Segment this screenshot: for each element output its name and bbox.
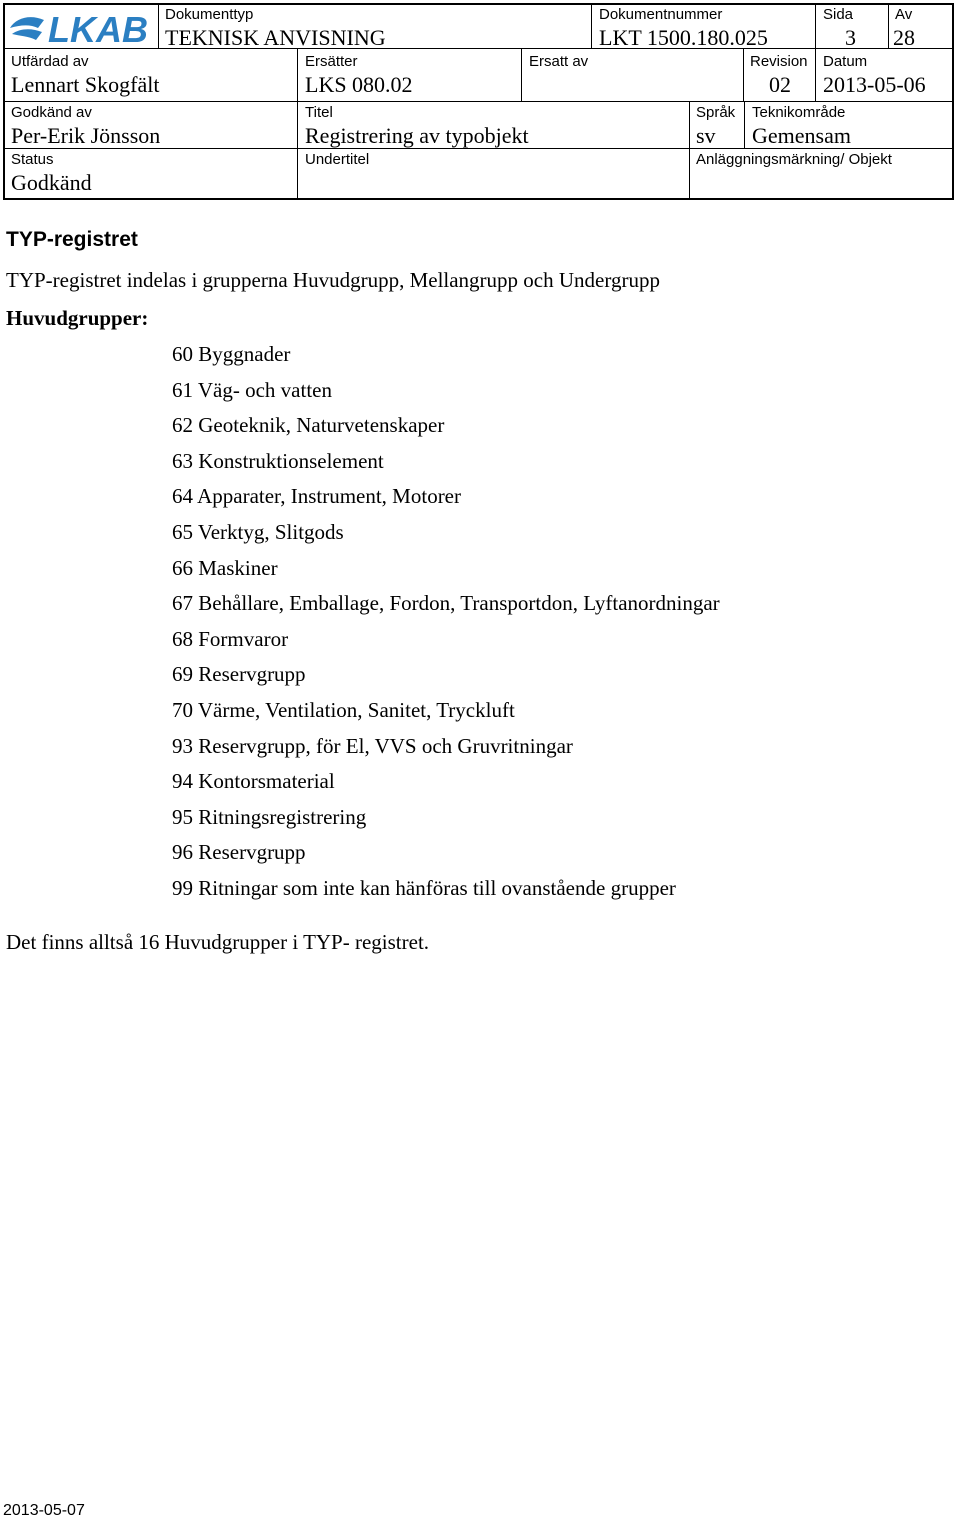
group-list xyxy=(172,342,720,912)
list-item: 70 Värme, Ventilation, Sanitet, Tryckluft xyxy=(172,697,515,722)
header-divider xyxy=(689,101,690,200)
revision-value: 02 xyxy=(769,72,791,97)
header-divider xyxy=(743,48,744,101)
sprak-value: sv xyxy=(696,123,716,148)
list-item: 95 Ritningsregistrering xyxy=(172,804,367,829)
header-divider xyxy=(3,48,954,49)
ersatter-value: LKS 080.02 xyxy=(305,72,413,97)
utfardad-av-value: Lennart Skogfält xyxy=(11,72,160,97)
list-item: 93 Reservgrupp, för El, VVS och Gruvritningar xyxy=(172,733,573,758)
ersatter-label: Ersätter xyxy=(305,53,358,70)
godkand-av-label: Godkänd av xyxy=(11,104,92,121)
list-item: 62 Geoteknik, Naturvetenskaper xyxy=(172,413,445,438)
titel-value: Registrering av typobjekt xyxy=(305,123,529,148)
list-item: 63 Konstruktionselement xyxy=(172,448,384,473)
dokumentnummer-value: LKT 1500.180.025 xyxy=(599,25,768,50)
datum-value: 2013-05-06 xyxy=(823,72,926,97)
header-divider xyxy=(158,3,159,49)
list-item: 60 Byggnader xyxy=(172,342,291,366)
list-item: 65 Verktyg, Slitgods xyxy=(172,519,344,544)
list-item: 61 Väg- och vatten xyxy=(172,377,332,402)
list-item: 67 Behållare, Emballage, Fordon, Transportdon, Lyftanordningar xyxy=(172,591,720,616)
dokumentnummer-label: Dokumentnummer xyxy=(599,6,723,23)
list-item: 94 Kontorsmaterial xyxy=(172,769,335,794)
list-item: 99 Ritningar som inte kan hänföras till ovanstående grupper xyxy=(172,875,676,900)
av-value: 28 xyxy=(893,25,915,50)
status-label: Status xyxy=(11,151,54,168)
header-divider xyxy=(3,101,954,102)
anlaggningsmarkning-label: Anläggningsmärkning/ Objekt xyxy=(696,151,892,168)
footer-date: 2013-05-07 xyxy=(3,1502,85,1519)
teknikomrade-value: Gemensam xyxy=(752,123,851,148)
lkab-logo-icon xyxy=(8,8,156,48)
header-divider xyxy=(297,48,298,200)
list-item: 96 Reservgrupp xyxy=(172,840,306,865)
subheading: Huvudgrupper: xyxy=(6,306,149,330)
header-divider xyxy=(521,48,522,101)
list-item: 64 Apparater, Instrument, Motorer xyxy=(172,484,461,509)
titel-label: Titel xyxy=(305,104,333,121)
revision-label: Revision xyxy=(750,53,808,70)
godkand-av-value: Per-Erik Jönsson xyxy=(11,123,161,148)
header-divider xyxy=(815,3,816,101)
utfardad-av-label: Utfärdad av xyxy=(11,53,89,70)
av-label: Av xyxy=(895,6,913,23)
section-heading: TYP-registret xyxy=(6,228,138,251)
status-value: Godkänd xyxy=(11,170,92,195)
intro-paragraph: TYP-registret indelas i grupperna Huvudgrupp, Mellangrupp och Undergrupp xyxy=(6,268,660,292)
datum-label: Datum xyxy=(823,53,868,70)
sida-label: Sida xyxy=(823,6,854,23)
teknikomrade-label: Teknikområde xyxy=(752,104,846,121)
undertitel-label: Undertitel xyxy=(305,151,370,168)
list-item: 68 Formvaror xyxy=(172,626,289,651)
ersatt-av-label: Ersatt av xyxy=(529,53,589,70)
sprak-label: Språk xyxy=(696,104,736,121)
logo-text: LKAB xyxy=(48,9,148,48)
list-item: 69 Reservgrupp xyxy=(172,662,306,687)
header-divider xyxy=(591,3,592,49)
dokumenttyp-label: Dokumenttyp xyxy=(165,6,254,23)
summary-paragraph: Det finns alltså 16 Huvudgrupper i TYP- registret. xyxy=(6,930,430,954)
header-divider xyxy=(3,148,954,149)
header-divider xyxy=(744,101,745,148)
list-item: 66 Maskiner xyxy=(172,555,278,580)
dokumenttyp-value: TEKNISK ANVISNING xyxy=(165,25,386,50)
header-divider xyxy=(888,3,889,49)
sida-value: 3 xyxy=(845,25,856,50)
